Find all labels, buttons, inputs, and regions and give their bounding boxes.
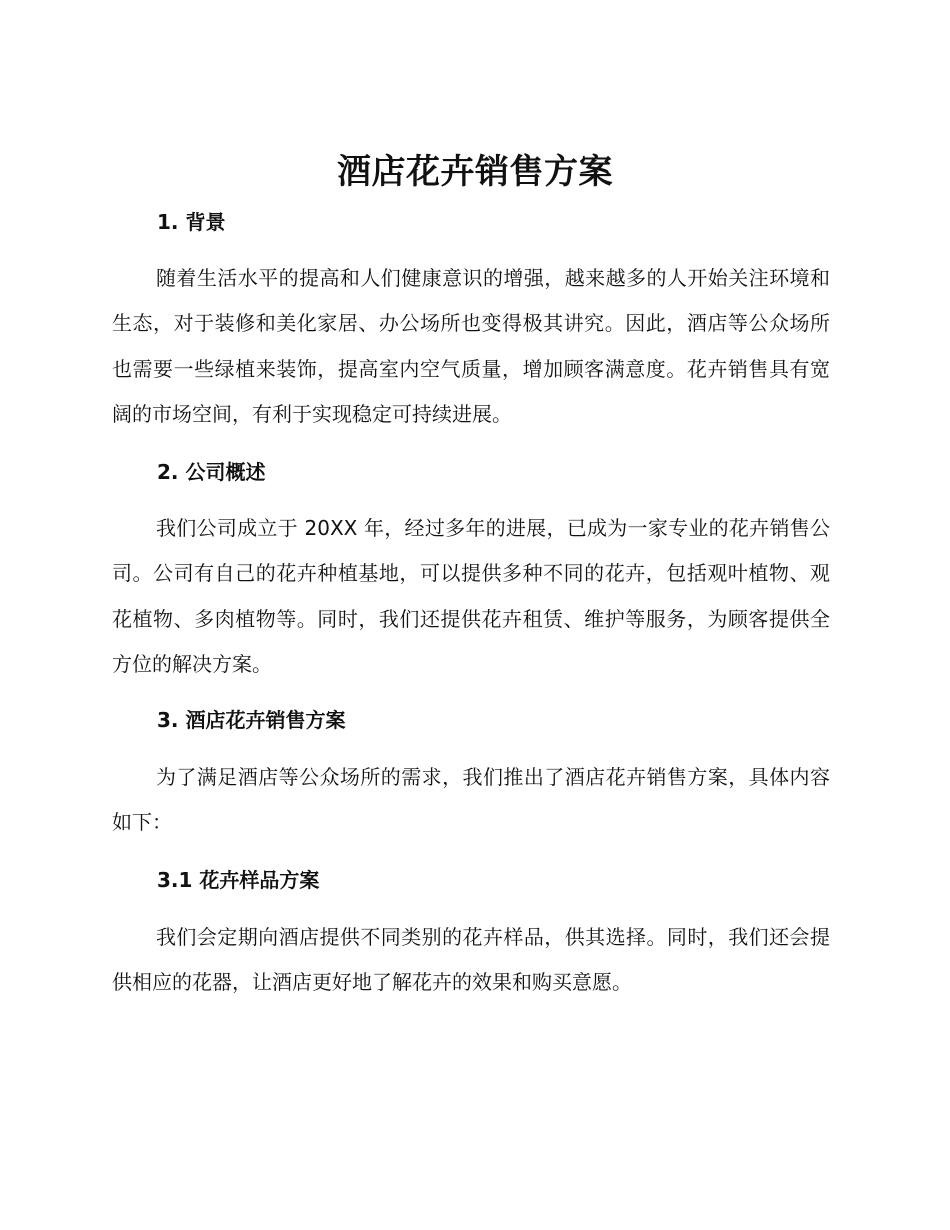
- section-paragraph-company-overview: 我们公司成立于 20XX 年，经过多年的进展，已成为一家专业的花卉销售公司。公司有自己的花卉种植基地，可以提供多种不同的花卉，包括观叶植物、观花植物、多肉植物等。同时，我们还提供花卉租赁、维护等服务，为顾客提供全方位的解决方案。: [112, 516, 830, 676]
- section-heading-sales-plan: 3. 酒店花卉销售方案: [157, 708, 346, 732]
- section-paragraph-background: 随着生活水平的提高和人们健康意识的增强，越来越多的人开始关注环境和生态，对于装修和美化家居、办公场所也变得极其讲究。因此，酒店等公众场所也需要一些绿植来装饰，提高室内空气质量，增加顾客满意度。花卉销售具有宽阔的市场空间，有利于实现稳定可持续进展。: [112, 266, 830, 426]
- section-paragraph-sales-plan: 为了满足酒店等公众场所的需求，我们推出了酒店花卉销售方案，具体内容如下：: [112, 765, 830, 835]
- document-title: 酒店花卉销售方案: [337, 152, 613, 192]
- section-heading-background: 1. 背景: [157, 210, 226, 234]
- section-heading-company-overview: 2. 公司概述: [157, 460, 266, 484]
- section-paragraph-sample-plan: 我们会定期向酒店提供不同类别的花卉样品，供其选择。同时，我们还会提供相应的花器，让酒店更好地了解花卉的效果和购买意愿。: [112, 925, 830, 995]
- section-heading-sample-plan: 3.1 花卉样品方案: [157, 868, 320, 892]
